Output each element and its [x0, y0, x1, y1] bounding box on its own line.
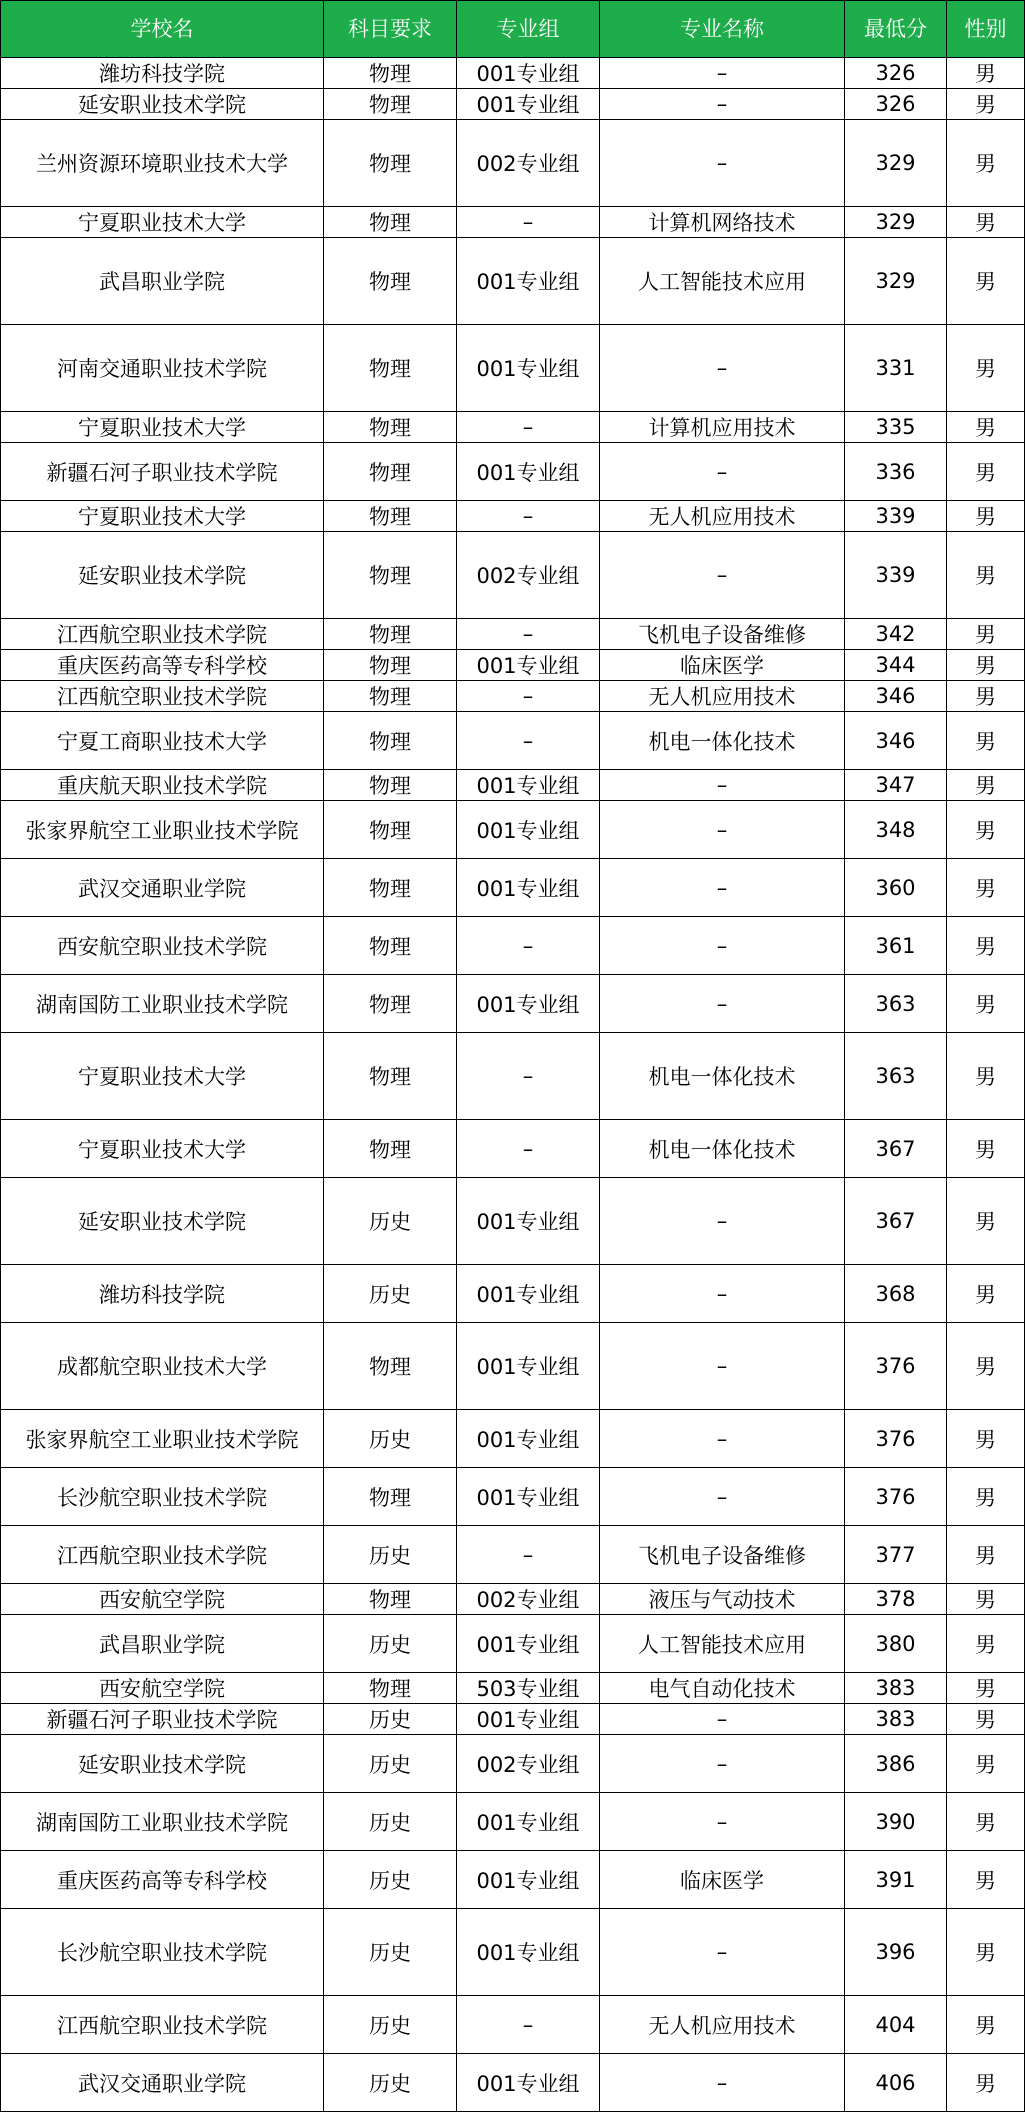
cell-gender: 男 [947, 207, 1025, 238]
cell-school: 武昌职业学院 [1, 1615, 324, 1673]
cell-gender: 男 [947, 859, 1025, 917]
cell-subject: 物理 [324, 58, 457, 89]
cell-score: 380 [845, 1615, 947, 1673]
cell-major: 计算机应用技术 [600, 412, 845, 443]
cell-group: 001专业组 [457, 2054, 600, 2112]
cell-score: 376 [845, 1468, 947, 1526]
cell-subject: 历史 [324, 1178, 457, 1265]
table-row [1, 58, 1025, 89]
cell-major: – [600, 1410, 845, 1468]
cell-school: 重庆医药高等专科学校 [1, 1851, 324, 1909]
cell-score: 376 [845, 1323, 947, 1410]
cell-school: 宁夏职业技术大学 [1, 1120, 324, 1178]
cell-group: 002专业组 [457, 1584, 600, 1615]
cell-subject: 物理 [324, 89, 457, 120]
cell-gender: 男 [947, 619, 1025, 650]
cell-group: 001专业组 [457, 1704, 600, 1735]
table-row [1, 1265, 1025, 1323]
cell-subject: 物理 [324, 975, 457, 1033]
cell-subject: 物理 [324, 770, 457, 801]
table-row [1, 1033, 1025, 1120]
cell-gender: 男 [947, 1615, 1025, 1673]
cell-gender: 男 [947, 1673, 1025, 1704]
header-major: 专业名称 [600, 1, 845, 58]
table-row [1, 1704, 1025, 1735]
cell-school: 重庆医药高等专科学校 [1, 650, 324, 681]
cell-group: – [457, 1996, 600, 2054]
cell-major: – [600, 1793, 845, 1851]
table-row [1, 443, 1025, 501]
cell-score: 376 [845, 1410, 947, 1468]
cell-school: 延安职业技术学院 [1, 1735, 324, 1793]
cell-subject: 历史 [324, 1265, 457, 1323]
cell-major: 飞机电子设备维修 [600, 619, 845, 650]
cell-group: 001专业组 [457, 1468, 600, 1526]
cell-subject: 历史 [324, 1410, 457, 1468]
cell-subject: 物理 [324, 238, 457, 325]
cell-major: – [600, 2054, 845, 2112]
cell-group: 001专业组 [457, 650, 600, 681]
cell-gender: 男 [947, 650, 1025, 681]
table-header [1, 1, 1025, 58]
cell-major: 人工智能技术应用 [600, 238, 845, 325]
cell-school: 湖南国防工业职业技术学院 [1, 975, 324, 1033]
cell-group: – [457, 412, 600, 443]
cell-gender: 男 [947, 501, 1025, 532]
cell-group: 001专业组 [457, 1909, 600, 1996]
cell-subject: 历史 [324, 1615, 457, 1673]
cell-subject: 历史 [324, 1996, 457, 2054]
cell-subject: 物理 [324, 443, 457, 501]
cell-score: 326 [845, 58, 947, 89]
cell-group: – [457, 681, 600, 712]
cell-school: 宁夏职业技术大学 [1, 412, 324, 443]
cell-subject: 物理 [324, 501, 457, 532]
cell-gender: 男 [947, 770, 1025, 801]
cell-gender: 男 [947, 120, 1025, 207]
cell-school: 张家界航空工业职业技术学院 [1, 1410, 324, 1468]
cell-group: 001专业组 [457, 770, 600, 801]
cell-school: 西安航空学院 [1, 1584, 324, 1615]
cell-subject: 物理 [324, 650, 457, 681]
cell-group: 001专业组 [457, 443, 600, 501]
table-row [1, 1793, 1025, 1851]
cell-gender: 男 [947, 1526, 1025, 1584]
cell-score: 367 [845, 1178, 947, 1265]
cell-subject: 历史 [324, 1793, 457, 1851]
table-row [1, 801, 1025, 859]
cell-gender: 男 [947, 1584, 1025, 1615]
cell-school: 新疆石河子职业技术学院 [1, 1704, 324, 1735]
table-row [1, 681, 1025, 712]
cell-school: 宁夏职业技术大学 [1, 1033, 324, 1120]
cell-major: 临床医学 [600, 650, 845, 681]
cell-score: 391 [845, 1851, 947, 1909]
cell-school: 宁夏职业技术大学 [1, 501, 324, 532]
cell-group: 001专业组 [457, 238, 600, 325]
cell-score: 339 [845, 532, 947, 619]
cell-major: – [600, 58, 845, 89]
cell-subject: 物理 [324, 207, 457, 238]
cell-group: – [457, 1120, 600, 1178]
cell-major: 无人机应用技术 [600, 501, 845, 532]
cell-group: – [457, 619, 600, 650]
cell-gender: 男 [947, 443, 1025, 501]
cell-school: 西安航空职业技术学院 [1, 917, 324, 975]
cell-score: 346 [845, 681, 947, 712]
cell-subject: 物理 [324, 120, 457, 207]
cell-gender: 男 [947, 89, 1025, 120]
cell-major: 飞机电子设备维修 [600, 1526, 845, 1584]
cell-score: 331 [845, 325, 947, 412]
cell-major: – [600, 801, 845, 859]
cell-subject: 历史 [324, 1735, 457, 1793]
cell-score: 363 [845, 975, 947, 1033]
table-row [1, 975, 1025, 1033]
cell-gender: 男 [947, 801, 1025, 859]
cell-group: – [457, 712, 600, 770]
cell-score: 390 [845, 1793, 947, 1851]
cell-subject: 物理 [324, 1673, 457, 1704]
cell-subject: 物理 [324, 1584, 457, 1615]
cell-gender: 男 [947, 1735, 1025, 1793]
cell-gender: 男 [947, 1704, 1025, 1735]
cell-group: 001专业组 [457, 1615, 600, 1673]
cell-gender: 男 [947, 325, 1025, 412]
table-row [1, 650, 1025, 681]
cell-score: 378 [845, 1584, 947, 1615]
cell-major: – [600, 770, 845, 801]
cell-score: 348 [845, 801, 947, 859]
cell-major: – [600, 1178, 845, 1265]
cell-subject: 物理 [324, 681, 457, 712]
cell-score: 335 [845, 412, 947, 443]
cell-major: – [600, 443, 845, 501]
table-row [1, 770, 1025, 801]
cell-major: 人工智能技术应用 [600, 1615, 845, 1673]
table-row [1, 501, 1025, 532]
table-row [1, 1120, 1025, 1178]
cell-gender: 男 [947, 712, 1025, 770]
cell-score: 329 [845, 207, 947, 238]
cell-school: 江西航空职业技术学院 [1, 1526, 324, 1584]
cell-group: 001专业组 [457, 859, 600, 917]
cell-score: 329 [845, 120, 947, 207]
cell-group: 002专业组 [457, 532, 600, 619]
cell-subject: 物理 [324, 1033, 457, 1120]
table-row [1, 1468, 1025, 1526]
cell-school: 长沙航空职业技术学院 [1, 1468, 324, 1526]
table-row [1, 120, 1025, 207]
cell-subject: 历史 [324, 1851, 457, 1909]
table-row [1, 859, 1025, 917]
cell-major: – [600, 1265, 845, 1323]
cell-school: 西安航空学院 [1, 1673, 324, 1704]
cell-major: 机电一体化技术 [600, 712, 845, 770]
cell-major: 无人机应用技术 [600, 681, 845, 712]
cell-major: 临床医学 [600, 1851, 845, 1909]
cell-subject: 物理 [324, 1323, 457, 1410]
cell-score: 360 [845, 859, 947, 917]
cell-major: – [600, 89, 845, 120]
cell-school: 湖南国防工业职业技术学院 [1, 1793, 324, 1851]
table-row [1, 532, 1025, 619]
cell-major: – [600, 1704, 845, 1735]
cell-gender: 男 [947, 1410, 1025, 1468]
table-row [1, 619, 1025, 650]
cell-gender: 男 [947, 412, 1025, 443]
cell-school: 武昌职业学院 [1, 238, 324, 325]
cell-score: 336 [845, 443, 947, 501]
cell-score: 406 [845, 2054, 947, 2112]
table-row [1, 1851, 1025, 1909]
cell-subject: 历史 [324, 2054, 457, 2112]
cell-group: – [457, 501, 600, 532]
table-row [1, 238, 1025, 325]
table-row [1, 1735, 1025, 1793]
cell-major: – [600, 325, 845, 412]
cell-subject: 历史 [324, 1909, 457, 1996]
cell-score: 383 [845, 1673, 947, 1704]
cell-gender: 男 [947, 975, 1025, 1033]
table-row [1, 325, 1025, 412]
cell-school: 江西航空职业技术学院 [1, 619, 324, 650]
cell-school: 江西航空职业技术学院 [1, 1996, 324, 2054]
cell-subject: 物理 [324, 532, 457, 619]
cell-subject: 历史 [324, 1526, 457, 1584]
cell-gender: 男 [947, 532, 1025, 619]
cell-major: – [600, 859, 845, 917]
cell-school: 潍坊科技学院 [1, 1265, 324, 1323]
table-row [1, 1996, 1025, 2054]
header-group: 专业组 [457, 1, 600, 58]
cell-school: 宁夏工商职业技术大学 [1, 712, 324, 770]
cell-group: 002专业组 [457, 1735, 600, 1793]
cell-gender: 男 [947, 1178, 1025, 1265]
cell-gender: 男 [947, 1996, 1025, 2054]
cell-major: – [600, 1909, 845, 1996]
cell-subject: 物理 [324, 859, 457, 917]
cell-subject: 物理 [324, 412, 457, 443]
cell-subject: 物理 [324, 712, 457, 770]
cell-major: 机电一体化技术 [600, 1033, 845, 1120]
cell-gender: 男 [947, 917, 1025, 975]
cell-subject: 物理 [324, 619, 457, 650]
table-row [1, 1615, 1025, 1673]
cell-group: 001专业组 [457, 1793, 600, 1851]
cell-group: 001专业组 [457, 975, 600, 1033]
cell-major: 电气自动化技术 [600, 1673, 845, 1704]
header-school: 学校名 [1, 1, 324, 58]
cell-major: – [600, 1468, 845, 1526]
cell-school: 成都航空职业技术大学 [1, 1323, 324, 1410]
cell-school: 延安职业技术学院 [1, 532, 324, 619]
cell-school: 江西航空职业技术学院 [1, 681, 324, 712]
cell-group: 002专业组 [457, 120, 600, 207]
cell-group: – [457, 207, 600, 238]
table-row [1, 712, 1025, 770]
table-row [1, 1323, 1025, 1410]
cell-score: 377 [845, 1526, 947, 1584]
cell-group: 001专业组 [457, 89, 600, 120]
cell-gender: 男 [947, 238, 1025, 325]
header-gender: 性别 [947, 1, 1025, 58]
cell-gender: 男 [947, 681, 1025, 712]
cell-school: 长沙航空职业技术学院 [1, 1909, 324, 1996]
cell-subject: 物理 [324, 1120, 457, 1178]
cell-major: 计算机网络技术 [600, 207, 845, 238]
cell-school: 宁夏职业技术大学 [1, 207, 324, 238]
header-score: 最低分 [845, 1, 947, 58]
cell-group: 001专业组 [457, 801, 600, 859]
cell-school: 武汉交通职业学院 [1, 2054, 324, 2112]
cell-school: 武汉交通职业学院 [1, 859, 324, 917]
cell-school: 张家界航空工业职业技术学院 [1, 801, 324, 859]
cell-major: – [600, 532, 845, 619]
table-row [1, 89, 1025, 120]
cell-gender: 男 [947, 1033, 1025, 1120]
cell-school: 兰州资源环境职业技术大学 [1, 120, 324, 207]
cell-score: 386 [845, 1735, 947, 1793]
cell-school: 延安职业技术学院 [1, 1178, 324, 1265]
cell-school: 河南交通职业技术学院 [1, 325, 324, 412]
cell-gender: 男 [947, 1793, 1025, 1851]
cell-gender: 男 [947, 1468, 1025, 1526]
cell-group: 001专业组 [457, 325, 600, 412]
cell-school: 潍坊科技学院 [1, 58, 324, 89]
cell-score: 339 [845, 501, 947, 532]
table-row [1, 1410, 1025, 1468]
cell-group: – [457, 1526, 600, 1584]
cell-major: – [600, 120, 845, 207]
table-row [1, 207, 1025, 238]
cell-score: 326 [845, 89, 947, 120]
cell-score: 368 [845, 1265, 947, 1323]
table-row [1, 1178, 1025, 1265]
cell-score: 361 [845, 917, 947, 975]
table-row [1, 1909, 1025, 1996]
cell-major: 液压与气动技术 [600, 1584, 845, 1615]
table-row [1, 412, 1025, 443]
cell-score: 396 [845, 1909, 947, 1996]
cell-subject: 物理 [324, 1468, 457, 1526]
cell-school: 新疆石河子职业技术学院 [1, 443, 324, 501]
cell-major: 无人机应用技术 [600, 1996, 845, 2054]
cell-gender: 男 [947, 58, 1025, 89]
table-row [1, 917, 1025, 975]
cell-score: 404 [845, 1996, 947, 2054]
table-row [1, 2054, 1025, 2112]
cell-major: – [600, 1323, 845, 1410]
cell-group: 001专业组 [457, 1410, 600, 1468]
cell-major: – [600, 917, 845, 975]
cell-score: 329 [845, 238, 947, 325]
cell-gender: 男 [947, 1909, 1025, 1996]
cell-gender: 男 [947, 1323, 1025, 1410]
cell-score: 344 [845, 650, 947, 681]
cell-group: 001专业组 [457, 58, 600, 89]
table-body [1, 58, 1025, 2112]
cell-gender: 男 [947, 1851, 1025, 1909]
cell-subject: 物理 [324, 801, 457, 859]
cell-major: – [600, 975, 845, 1033]
cell-group: – [457, 917, 600, 975]
cell-score: 363 [845, 1033, 947, 1120]
cell-school: 重庆航天职业技术学院 [1, 770, 324, 801]
cell-school: 延安职业技术学院 [1, 89, 324, 120]
cell-group: 001专业组 [457, 1178, 600, 1265]
cell-score: 367 [845, 1120, 947, 1178]
cell-subject: 物理 [324, 325, 457, 412]
cell-score: 347 [845, 770, 947, 801]
cell-group: 001专业组 [457, 1323, 600, 1410]
header-subject: 科目要求 [324, 1, 457, 58]
header-row [1, 1, 1025, 58]
cell-gender: 男 [947, 1265, 1025, 1323]
cell-group: 001专业组 [457, 1851, 600, 1909]
cell-score: 342 [845, 619, 947, 650]
cell-score: 383 [845, 1704, 947, 1735]
table-row [1, 1673, 1025, 1704]
cell-group: 001专业组 [457, 1265, 600, 1323]
cell-subject: 历史 [324, 1704, 457, 1735]
cell-score: 346 [845, 712, 947, 770]
cell-major: – [600, 1735, 845, 1793]
cell-gender: 男 [947, 1120, 1025, 1178]
cell-subject: 物理 [324, 917, 457, 975]
cell-group: – [457, 1033, 600, 1120]
cell-major: 机电一体化技术 [600, 1120, 845, 1178]
cell-group: 503专业组 [457, 1673, 600, 1704]
table-row [1, 1584, 1025, 1615]
table-row [1, 1526, 1025, 1584]
cell-gender: 男 [947, 2054, 1025, 2112]
